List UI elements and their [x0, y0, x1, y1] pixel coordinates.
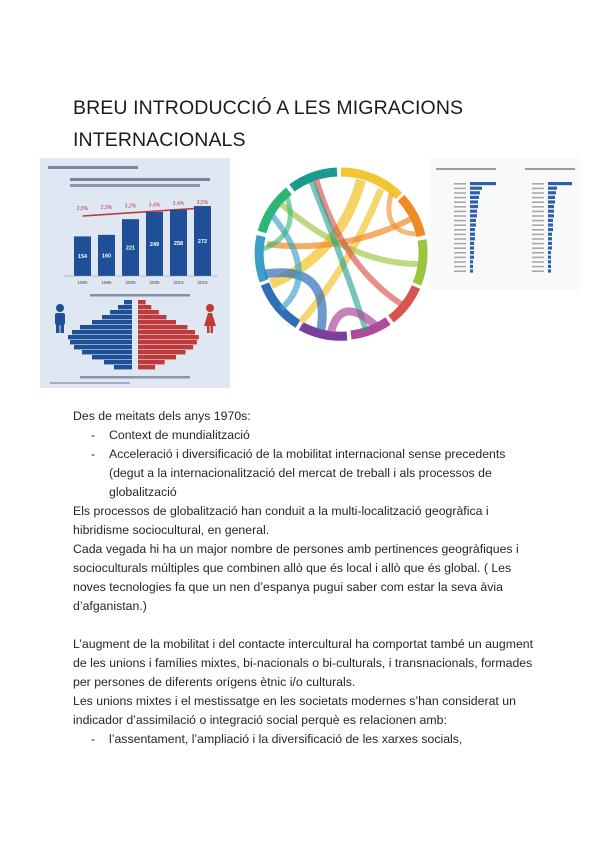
- bar-value-label: 160: [101, 253, 112, 260]
- bar-value-label: 272: [197, 239, 208, 246]
- ranking-bar: [470, 182, 496, 185]
- ranking-label-line: [532, 220, 544, 222]
- female-person-icon: [204, 304, 216, 333]
- ranking-label-line: [454, 243, 466, 245]
- ranking-bar: [470, 251, 474, 254]
- bar-year-label: 2010: [173, 280, 184, 285]
- pyramid-bar-female: [138, 300, 146, 304]
- migration-chord-diagram-image: [245, 158, 437, 348]
- pyramid-bar-female: [138, 325, 187, 329]
- ranking-bar: [548, 269, 551, 272]
- pyramid-bar-male: [72, 330, 132, 334]
- ranking-bar: [548, 205, 554, 208]
- ranking-label-line: [532, 183, 544, 185]
- pyramid-bar-male: [124, 300, 132, 304]
- ranking-label-line: [532, 206, 544, 208]
- bullet-item-2: - Acceleració i diversificació de la mobilitat internacional sense precedents (degut a la internacionalització del mercat de treball i als processos de globalització: [73, 445, 543, 502]
- page-title: [73, 92, 543, 156]
- ranking-label-line: [532, 201, 544, 203]
- body-text: [73, 407, 543, 749]
- ranking-bar: [470, 187, 482, 190]
- figure-row: [40, 158, 580, 390]
- ranking-bar: [470, 191, 480, 194]
- bar-percent-label: 2,8%: [76, 206, 89, 212]
- pyramid-bar-male: [118, 305, 132, 309]
- chord-svg: [245, 158, 437, 348]
- pyramid-bar-female: [138, 310, 159, 314]
- ranking-bar: [548, 228, 553, 231]
- spacer: [73, 616, 543, 635]
- ranking-label-line: [454, 211, 466, 213]
- bar-value-label: 249: [149, 241, 160, 248]
- pyramid-bar-female: [138, 355, 176, 359]
- bar-percent-label: 3,2%: [124, 203, 137, 210]
- ranking-bar: [548, 182, 572, 185]
- migration-infographic-image: [40, 158, 230, 388]
- pyramid-bar-female: [138, 345, 193, 349]
- bar-year-label: 1995: [101, 280, 112, 285]
- ranking-label-line: [454, 229, 466, 231]
- ranking-bar: [548, 219, 553, 222]
- male-person-icon: [55, 304, 65, 333]
- pyramid-bar-female: [138, 305, 151, 309]
- ranking-label-line: [532, 229, 544, 231]
- ranking-label-line: [532, 243, 544, 245]
- ranking-bar: [548, 223, 553, 226]
- pyramid-bar-female: [138, 315, 167, 319]
- bar-value-label: 154: [77, 254, 88, 261]
- ranking-bar: [470, 233, 475, 236]
- ranking-label-line: [532, 270, 544, 272]
- ranking-label-line: [454, 252, 466, 254]
- ranking-label-line: [532, 234, 544, 236]
- ranking-label-line: [532, 197, 544, 199]
- bar-percent-label: 3,4%: [148, 202, 161, 209]
- ranking-bar: [470, 237, 475, 240]
- ranking-bar: [470, 265, 473, 268]
- ranking-bar: [548, 200, 555, 203]
- pyramid-bar-male: [92, 355, 132, 359]
- ranking-bar: [470, 210, 477, 213]
- bullet-list-2: [73, 730, 543, 749]
- pyramid-bar-male: [102, 315, 132, 319]
- ranking-bar: [548, 191, 556, 194]
- ranking-bar: [548, 237, 552, 240]
- ranking-label-line: [532, 261, 544, 263]
- ranking-bar: [548, 187, 557, 190]
- pyramid-bar-female: [138, 320, 176, 324]
- title-line-2: INTERNACIONALS: [73, 129, 246, 151]
- ranking-bar: [548, 260, 551, 263]
- ranking-chart-right: [532, 182, 572, 273]
- ranking-label-line: [454, 270, 466, 272]
- paragraph-mobility: L’augment de la mobilitat i del contacte intercultural ha comportat també un augment de les unions i famílies mixtes, bi-nacionals o bi-culturals, i transnacionals, formades per persones de diferents orígens ètnic i/o culturals.: [73, 637, 534, 689]
- ranking-svg: [430, 158, 580, 290]
- pyramid-bar-male: [70, 340, 132, 344]
- ranking-label-line: [454, 238, 466, 240]
- ranking-bar: [470, 256, 474, 259]
- pyramid-bar-female: [138, 360, 165, 364]
- paragraph-globalization: Els processos de globalització han conduit a la multi-localització geogràfica i hibridisme sociocultural, en general.: [73, 504, 489, 537]
- bar-year-label: 1990: [77, 280, 88, 285]
- ranking-bar: [548, 242, 552, 245]
- ranking-label-line: [454, 266, 466, 268]
- ranking-bar: [548, 233, 552, 236]
- bar-percent-label: 2,9%: [100, 204, 113, 211]
- bullet-item-1: - Context de mundialització: [73, 426, 543, 445]
- pyramid-bar-male: [80, 325, 132, 329]
- population-pyramid: [68, 300, 199, 369]
- ranking-bar: [470, 200, 478, 203]
- pyramid-bar-female: [138, 330, 195, 334]
- bullet-item-3: - l’assentament, l’ampliació i la diversificació de les xarxes socials,: [73, 730, 543, 749]
- ranking-bar: [470, 214, 477, 217]
- ranking-chart-left: [454, 182, 496, 273]
- ranking-label-line: [454, 192, 466, 194]
- ranking-bar: [470, 260, 473, 263]
- pyramid-bar-male: [110, 310, 132, 314]
- ranking-bar: [470, 219, 476, 222]
- ranking-label-line: [532, 192, 544, 194]
- ranking-label-line: [532, 266, 544, 268]
- bar-percent-label: 3,4%: [172, 201, 185, 208]
- ranking-label-line: [454, 261, 466, 263]
- ranking-label-line: [532, 252, 544, 254]
- pyramid-bar-male: [114, 365, 132, 369]
- bar-year-label: 2000: [125, 280, 136, 285]
- title-line-1: BREU INTRODUCCIÓ A LES MIGRACIONS: [73, 97, 464, 119]
- bullet-list-1: [73, 426, 543, 502]
- bar-year-label: 2019: [197, 280, 208, 285]
- ranking-bar: [548, 265, 551, 268]
- ranking-bar: [548, 246, 552, 249]
- ranking-bar: [470, 205, 478, 208]
- ranking-bar: [470, 223, 476, 226]
- ranking-label-line: [454, 234, 466, 236]
- ranking-bar: [470, 242, 474, 245]
- pyramid-bar-male: [82, 350, 132, 354]
- pyramid-bar-male: [68, 335, 132, 339]
- ranking-bar: [470, 228, 475, 231]
- ranking-label-line: [454, 220, 466, 222]
- ranking-bar: [548, 256, 551, 259]
- ranking-label-line: [454, 188, 466, 190]
- pyramid-bar-male: [92, 320, 132, 324]
- pyramid-bar-female: [138, 350, 186, 354]
- pyramid-bar-female: [138, 340, 197, 344]
- ranking-label-line: [454, 247, 466, 249]
- ranking-label-line: [532, 257, 544, 259]
- ranking-bar: [470, 246, 474, 249]
- ranking-bar: [470, 269, 473, 272]
- ranking-label-line: [532, 215, 544, 217]
- ranking-label-line: [532, 211, 544, 213]
- pyramid-bar-male: [74, 345, 132, 349]
- ranking-label-line: [454, 183, 466, 185]
- ranking-bar-charts-image: [430, 158, 580, 290]
- bar-year-label: 2005: [149, 280, 160, 285]
- ranking-label-line: [532, 247, 544, 249]
- ranking-bar: [470, 196, 479, 199]
- ranking-bar: [548, 196, 555, 199]
- ranking-label-line: [454, 257, 466, 259]
- pyramid-bar-male: [104, 360, 132, 364]
- ranking-label-line: [532, 188, 544, 190]
- ranking-bar: [548, 214, 554, 217]
- ranking-label-line: [454, 206, 466, 208]
- ranking-bar: [548, 210, 554, 213]
- pyramid-bar-female: [138, 335, 199, 339]
- ranking-label-line: [454, 197, 466, 199]
- pyramid-bar-female: [138, 365, 155, 369]
- ranking-label-line: [454, 224, 466, 226]
- paragraph-belongings: Cada vegada hi ha un major nombre de persones amb pertinences geogràfiques i socioculturals múltiples que combinen allò que és local i allò que és global. ( Les noves tecnologies fa que un nen d’espanya pugui saber com estar la seva àvia d’afganistan.): [73, 542, 519, 613]
- ranking-label-line: [532, 224, 544, 226]
- ranking-label-line: [454, 201, 466, 203]
- ranking-bar: [548, 251, 551, 254]
- paragraph-mixed-unions: Les unions mixtes i el mestissatge en les societats modernes s’han considerat un indicador d’assimilació o integració social perquè es relacionen amb:: [73, 694, 516, 727]
- bar-value-label: 258: [173, 240, 184, 247]
- ranking-label-line: [532, 238, 544, 240]
- infographic-svg: [40, 158, 230, 388]
- ranking-label-line: [454, 215, 466, 217]
- intro-paragraph: Des de meitats dels anys 1970s:: [73, 409, 251, 423]
- bar-value-label: 221: [125, 245, 136, 252]
- bar-percent-label: 3,5%: [196, 200, 209, 206]
